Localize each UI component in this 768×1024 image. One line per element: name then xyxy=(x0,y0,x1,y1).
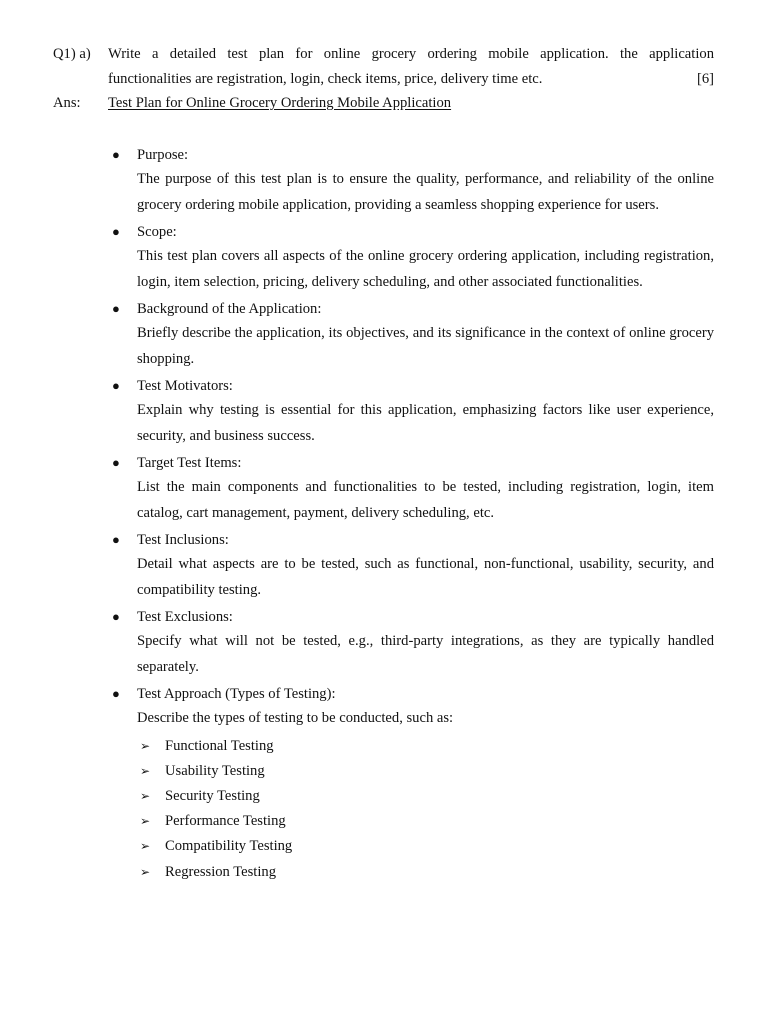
bullet-icon: ● xyxy=(112,378,120,393)
section-test-approach xyxy=(112,682,714,885)
section-body: Specify what will not be tested, e.g., third-party integrations, as they are typically handled separately. xyxy=(137,633,714,675)
question-label: Q1) a) xyxy=(53,46,91,62)
answer-title: Test Plan for Online Grocery Ordering Mobile Application xyxy=(108,95,452,111)
section-body: Describe the types of testing to be conducted, such as: xyxy=(137,710,454,726)
answer-label: Ans: xyxy=(53,95,81,111)
section-test-inclusions xyxy=(112,528,714,603)
section-heading: Target Test Items: xyxy=(137,455,242,471)
bullet-icon: ● xyxy=(112,532,120,547)
testing-type-label: Regression Testing xyxy=(165,863,276,880)
section-heading: Test Approach (Types of Testing): xyxy=(137,686,336,702)
bullet-icon: ● xyxy=(112,301,120,316)
question-marks: [6] xyxy=(696,71,714,87)
testing-type-item xyxy=(137,834,714,859)
arrow-bullet-icon: ➢ xyxy=(140,738,151,753)
section-purpose xyxy=(112,143,714,218)
question-text xyxy=(108,42,714,92)
testing-type-label: Compatibility Testing xyxy=(165,838,293,855)
testing-type-item xyxy=(137,860,714,885)
bullet-icon: ● xyxy=(112,455,120,470)
testing-type-label: Security Testing xyxy=(165,787,260,804)
arrow-bullet-icon: ➢ xyxy=(140,763,151,778)
testing-type-label: Usability Testing xyxy=(165,762,265,779)
section-body: Explain why testing is essential for this application, emphasizing factors like user experience, security, and business success. xyxy=(137,402,714,444)
arrow-bullet-icon: ➢ xyxy=(140,814,151,829)
bullet-icon: ● xyxy=(112,147,120,162)
section-background xyxy=(112,297,714,372)
section-body: List the main components and functionalities to be tested, including registration, login, item catalog, cart management, payment, delivery scheduling, etc. xyxy=(137,479,714,521)
arrow-bullet-icon: ➢ xyxy=(140,839,151,854)
testing-type-item xyxy=(137,759,714,784)
question-line-1: Write a detailed test plan for online grocery ordering mobile application. the application xyxy=(108,46,714,62)
testing-type-label: Functional Testing xyxy=(165,737,274,754)
section-body: Briefly describe the application, its objectives, and its significance in the context of online grocery shopping. xyxy=(137,325,714,367)
section-heading: Test Exclusions: xyxy=(137,609,233,625)
bullet-icon: ● xyxy=(112,224,120,239)
section-test-exclusions xyxy=(112,605,714,680)
test-plan-sections xyxy=(112,142,714,885)
section-heading: Test Inclusions: xyxy=(137,532,229,548)
testing-type-label: Performance Testing xyxy=(165,813,286,830)
section-heading: Test Motivators: xyxy=(137,378,233,394)
question-line-2: functionalities are registration, login, check items, price, delivery time etc. xyxy=(108,71,543,87)
section-body: The purpose of this test plan is to ensure the quality, performance, and reliability of the online grocery ordering mobile application, providing a seamless shopping experience for users. xyxy=(137,171,714,213)
arrow-bullet-icon: ➢ xyxy=(140,864,151,879)
bullet-icon: ● xyxy=(112,609,120,624)
section-test-motivators xyxy=(112,374,714,449)
testing-type-item xyxy=(137,734,714,759)
section-heading: Scope: xyxy=(137,224,177,240)
answer-block xyxy=(53,92,714,114)
section-heading: Purpose: xyxy=(137,147,189,163)
testing-type-item xyxy=(137,784,714,809)
bullet-icon: ● xyxy=(112,686,120,701)
section-body: Detail what aspects are to be tested, such as functional, non-functional, usability, security, and compatibility testing. xyxy=(137,556,714,598)
section-target-test-items xyxy=(112,451,714,526)
section-scope xyxy=(112,220,714,295)
section-body: This test plan covers all aspects of the online grocery ordering application, including registration, login, item selection, pricing, delivery scheduling, and other associated functionalities. xyxy=(137,248,714,290)
section-heading: Background of the Application: xyxy=(137,301,322,317)
testing-type-item xyxy=(137,809,714,834)
arrow-bullet-icon: ➢ xyxy=(140,788,151,803)
question-block xyxy=(53,42,714,92)
question-line-2-row xyxy=(108,67,714,92)
testing-types-list xyxy=(137,734,714,885)
